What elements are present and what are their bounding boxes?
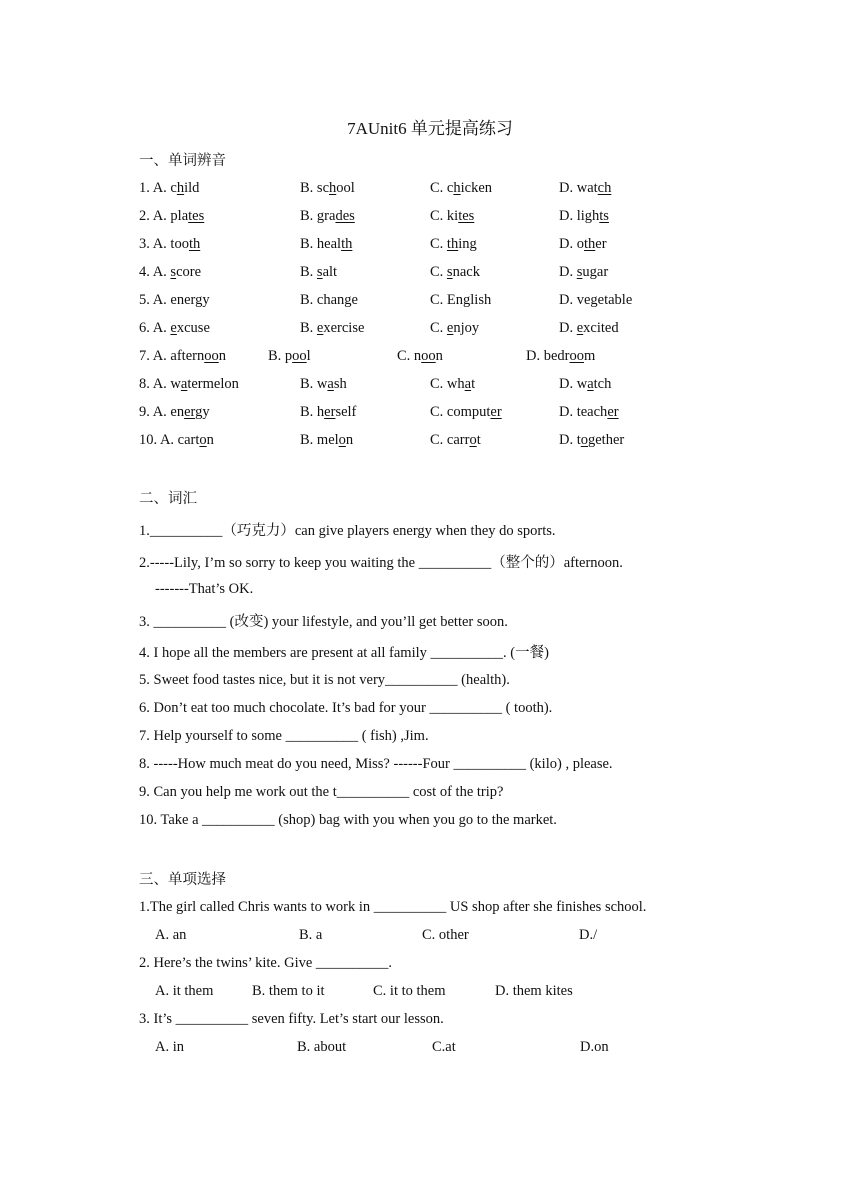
- option-b: B. a: [299, 927, 323, 943]
- option-c: C. other: [422, 927, 469, 943]
- question-stem: 1.The girl called Chris wants to work in __________ US shop after she finishes school.: [139, 899, 647, 915]
- vocab-item: 7. Help yourself to some __________ ( fish) ,Jim.: [139, 728, 429, 744]
- option-a: A. in: [155, 1039, 184, 1055]
- option-d: D. watch: [559, 376, 612, 392]
- section-heading-choice: 三、单项选择: [139, 872, 226, 888]
- option-d: D. excited: [559, 320, 619, 336]
- option-c: C. English: [430, 292, 492, 308]
- vocab-item: 9. Can you help me work out the t__________ cost of the trip?: [139, 784, 504, 800]
- option-a: 4. A. score: [139, 264, 202, 280]
- section-heading-phonetics: 一、单词辨音: [139, 153, 226, 169]
- option-b: B. health: [300, 236, 353, 252]
- option-b: B. them to it: [252, 983, 325, 999]
- option-b: B. change: [300, 292, 358, 308]
- option-a: 3. A. tooth: [139, 236, 201, 252]
- vocab-item: 2.-----Lily, I’m so sorry to keep you waiting the __________（整个的）afternoon.: [139, 555, 623, 571]
- section-heading-vocabulary: 二、词汇: [139, 491, 197, 507]
- option-b: B. herself: [300, 404, 357, 420]
- vocab-item: 1.__________（巧克力）can give players energy when they do sports.: [139, 523, 556, 539]
- option-a: 5. A. energy: [139, 292, 210, 308]
- option-a: 10. A. carton: [139, 432, 214, 448]
- option-d: D. together: [559, 432, 625, 448]
- option-d: D. teacher: [559, 404, 619, 420]
- option-c: C. what: [430, 376, 476, 392]
- option-d: D. them kites: [495, 983, 573, 999]
- option-a: A. an: [155, 927, 187, 943]
- option-d: D. bedroom: [526, 348, 596, 364]
- vocab-item: 3. __________ (改变) your lifestyle, and you’ll get better soon.: [139, 614, 508, 630]
- option-c: C. computer: [430, 404, 502, 420]
- option-b: B. salt: [300, 264, 338, 280]
- option-c: C. noon: [397, 348, 443, 364]
- option-b: B. school: [300, 180, 355, 196]
- vocab-item: 10. Take a __________ (shop) bag with you when you go to the market.: [139, 812, 557, 828]
- option-c: C. carrot: [430, 432, 481, 448]
- option-d: D. lights: [559, 208, 609, 224]
- option-d: D. other: [559, 236, 607, 252]
- option-a: 2. A. plates: [139, 208, 205, 224]
- option-b: B. pool: [268, 348, 311, 364]
- option-c: C. enjoy: [430, 320, 480, 336]
- question-stem: 3. It’s __________ seven fifty. Let’s start our lesson.: [139, 1011, 444, 1027]
- option-d: D. vegetable: [559, 292, 633, 308]
- vocab-item: 5. Sweet food tastes nice, but it is not very__________ (health).: [139, 672, 510, 688]
- vocab-item: 6. Don’t eat too much chocolate. It’s bad for your __________ ( tooth).: [139, 700, 553, 716]
- option-a: 6. A. excuse: [139, 320, 210, 336]
- option-a: 9. A. energy: [139, 404, 210, 420]
- option-b: B. about: [297, 1039, 347, 1055]
- option-c: C. chicken: [430, 180, 493, 196]
- option-d: D. sugar: [559, 264, 609, 280]
- vocab-item: 8. -----How much meat do you need, Miss? ------Four __________ (kilo) , please.: [139, 756, 613, 772]
- option-d: D./: [579, 927, 598, 943]
- option-a: 1. A. child: [139, 180, 200, 196]
- option-b: B. exercise: [300, 320, 365, 336]
- option-c: C.at: [432, 1039, 456, 1055]
- option-a: 8. A. watermelon: [139, 376, 239, 392]
- page-title: 7AUnit6 单元提高练习: [347, 119, 513, 138]
- option-b: B. wash: [300, 376, 347, 392]
- option-b: B. grades: [300, 208, 355, 224]
- option-a: A. it them: [155, 983, 214, 999]
- vocab-item: 4. I hope all the members are present at all family __________. (一餐): [139, 645, 549, 661]
- option-c: C. it to them: [373, 983, 446, 999]
- option-c: C. snack: [430, 264, 480, 280]
- vocab-item: -------That’s OK.: [155, 581, 254, 597]
- option-b: B. melon: [300, 432, 354, 448]
- question-stem: 2. Here’s the twins’ kite. Give __________.: [139, 955, 393, 971]
- option-a: 7. A. afternoon: [139, 348, 226, 364]
- option-c: C. thing: [430, 236, 477, 252]
- option-d: D. watch: [559, 180, 612, 196]
- option-c: C. kites: [430, 208, 475, 224]
- option-d: D.on: [580, 1039, 609, 1055]
